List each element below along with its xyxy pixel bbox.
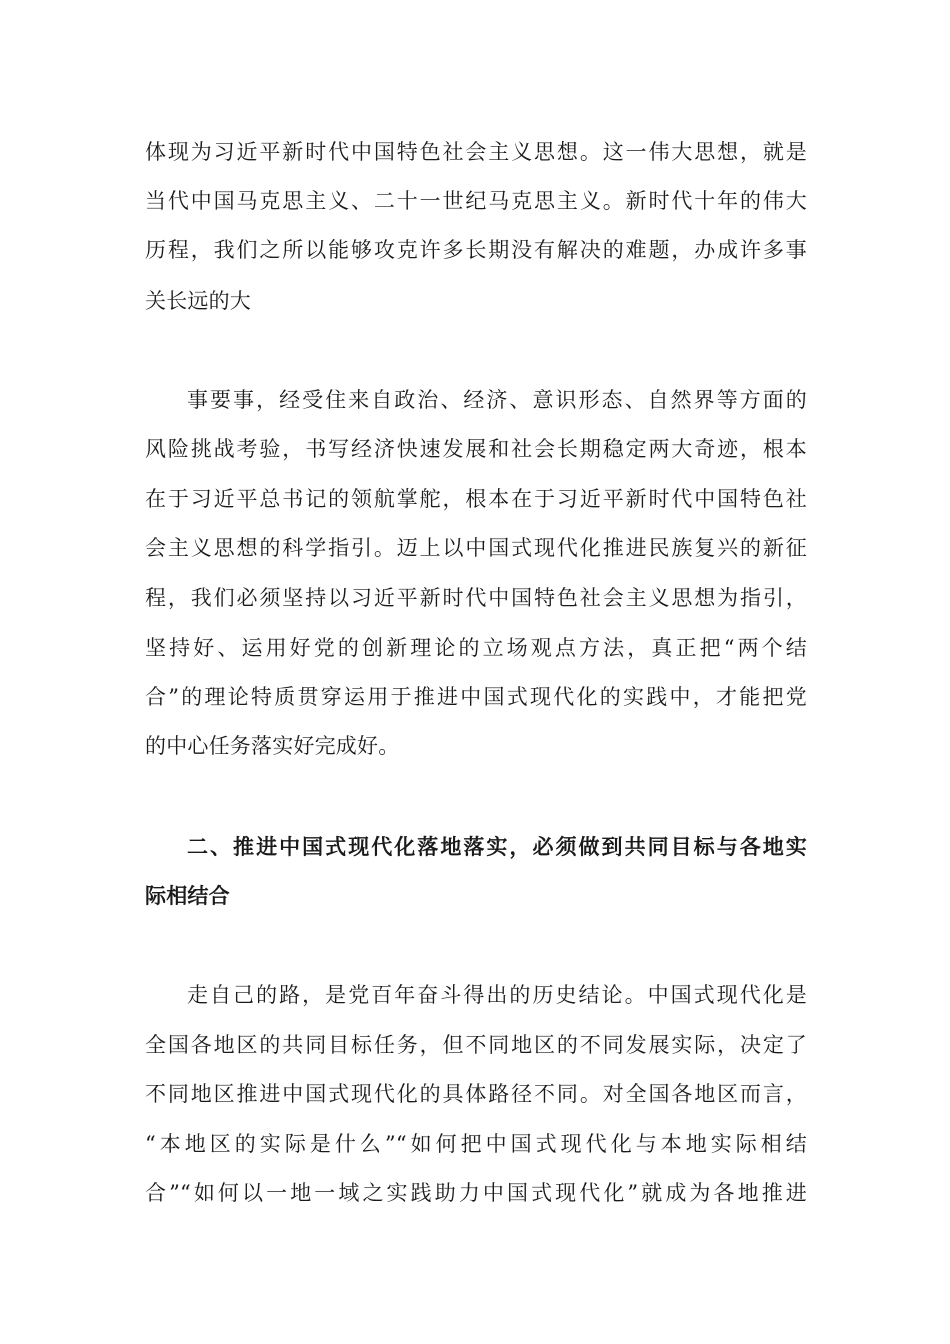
paragraph-1-line-1: 体现为习近平新时代中国特色社会主义思想。这一伟大思想，就是 xyxy=(145,140,807,164)
paragraph-2-line-6: 坚持好、运用好党的创新理论的立场观点方法，真正把“两个结 xyxy=(145,636,807,660)
paragraph-1-line-3: 历程，我们之所以能够攻克许多长期没有解决的难题，办成许多事 xyxy=(145,238,807,262)
paragraph-2-line-1: 事要事，经受住来自政治、经济、意识形态、自然界等方面的 xyxy=(187,388,807,412)
paragraph-2-line-7: 合”的理论特质贯穿运用于推进中国式现代化的实践中，才能把党 xyxy=(145,685,807,709)
paragraph-2-line-5: 程，我们必须坚持以习近平新时代中国特色社会主义思想为指引， xyxy=(145,586,807,610)
section-heading-line-2: 际相结合 xyxy=(145,883,230,908)
section-heading-line-1: 二、推进中国式现代化落地落实，必须做到共同目标与各地实 xyxy=(187,834,807,859)
paragraph-1-line-4: 关长远的大 xyxy=(145,289,251,313)
paragraph-2-line-2: 风险挑战考验，书写经济快速发展和社会长期稳定两大奇迹，根本 xyxy=(145,437,807,461)
paragraph-3-line-3: 不同地区推进中国式现代化的具体路径不同。对全国各地区而言， xyxy=(145,1082,807,1106)
paragraph-3-line-5: 合”“如何以一地一域之实践助力中国式现代化”就成为各地推进 xyxy=(145,1181,807,1205)
paragraph-2-line-3: 在于习近平总书记的领航掌舵，根本在于习近平新时代中国特色社 xyxy=(145,487,807,511)
paragraph-3-line-1: 走自己的路，是党百年奋斗得出的历史结论。中国式现代化是 xyxy=(187,983,807,1007)
paragraph-3-line-2: 全国各地区的共同目标任务，但不同地区的不同发展实际，决定了 xyxy=(145,1033,807,1057)
paragraph-2-line-4: 会主义思想的科学指引。迈上以中国式现代化推进民族复兴的新征 xyxy=(145,536,807,560)
paragraph-1-line-2: 当代中国马克思主义、二十一世纪马克思主义。新时代十年的伟大 xyxy=(145,189,807,213)
paragraph-2-line-8: 的中心任务落实好完成好。 xyxy=(145,734,400,758)
paragraph-3-line-4: “本地区的实际是什么”“如何把中国式现代化与本地实际相结 xyxy=(145,1132,807,1156)
